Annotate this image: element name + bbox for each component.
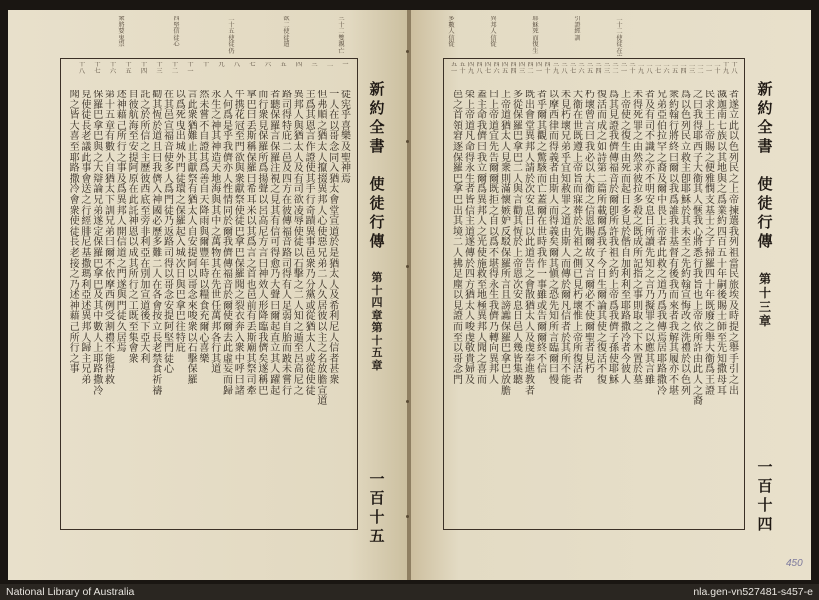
right-book-title: 新約全書 <box>757 80 773 155</box>
text-column: 但弗順之猶太人攛掇異邦人心使惡兄弟二人久居彼以主之名放膽宣道 <box>317 90 328 408</box>
text-column: 在其邑宣福音使多人爲門徒乃返路司得以哥念安提阿堅門徒心 <box>164 90 174 376</box>
text-column: 滅迦南七族以其地與之爲業約四百五十年嗣後賜士師至先知撒母耳 <box>717 90 727 397</box>
text-column: 然未嘗不自證其爲善自天降雨與爾豐年時以糧食充爾心喜樂 <box>199 90 210 365</box>
header-note: 異邦人信從 <box>490 16 497 49</box>
text-column: 朽壞曾言曰我必以大衞之信恩賜爾故又言爾必不使爾聖者見朽 <box>585 90 595 376</box>
header-note: 欲二使徒遣 <box>283 16 290 49</box>
verse-number: 三一 <box>620 62 628 75</box>
verse-number: 二八 <box>646 62 653 75</box>
text-column: 未見朽壞兄弟乎宜知赦罪之道由斯人而傳於爾凡信者於其所不能 <box>561 90 571 387</box>
binding-stitch <box>406 265 409 268</box>
binding-stitch <box>406 400 409 403</box>
text-column: 之曰我得耶西子大衞其人愜我心將悉行我旨也上帝依所許由此人之裔 <box>693 90 703 408</box>
text-column: 兄弟亞伯拉罕之裔及爾中畏上帝者此救之道乃爲我傳焉居耶路撒冷 <box>657 90 667 397</box>
text-column: 保羅巴拿巴與之大辯論兄弟遂定保羅巴拿巴及其中數人上耶路撒冷 <box>93 90 104 397</box>
attribution-bar <box>0 584 819 600</box>
verse-number: 十五 <box>125 62 132 75</box>
text-column: 爲以色列民立救主卽耶穌於其未至之先約翰宣悔改之洗禮於以色列 <box>681 90 691 397</box>
verse-number: 十九 <box>722 62 730 75</box>
header-note: 二十二使徒在 <box>616 16 623 55</box>
header-note: 衆將要鬼祟 <box>118 16 125 49</box>
text-column: 爲其見證我儕傳福音於爾卽所許我祖之約上帝爲我儕子孫使耶穌 <box>609 90 619 387</box>
header-note: 多數人信從 <box>448 16 455 49</box>
verse-number: 二十 <box>714 62 721 75</box>
left-section-title: 使徒行傳 <box>369 175 385 250</box>
text-column: 徒宪乎喜樂及聖神焉 <box>341 90 351 185</box>
verse-number: 四一 <box>535 62 543 75</box>
left-book-title: 新約全書 <box>369 80 385 155</box>
header-note: 四堅信徒心 <box>173 16 180 49</box>
verse-number: 三三 <box>603 62 611 75</box>
text-column: 曰上帝道宜先告爾爾既拒之自以爲不堪得永生我儕乃轉向異邦人 <box>489 90 499 387</box>
verse-number: 四十 <box>544 62 551 75</box>
verse-number: 五一 <box>450 62 458 75</box>
right-chapter-label: 第十三章 <box>758 272 771 328</box>
verse-number: 二五 <box>671 62 679 75</box>
verse-number: 二六 <box>663 62 670 75</box>
text-column: 自彼航海至安提阿原在此託神恩以成其所行之工既至集會衆 <box>128 90 139 365</box>
text-column: 永生之神其神造天地海與其中之萬物其在先世任萬邦各行其道 <box>211 90 222 376</box>
verse-number: 十八 <box>78 62 86 75</box>
verse-number: 六 <box>264 62 272 68</box>
text-column: 牛携花冠至門欲與衆獻祭使徒巴拿巴保羅聞之裂衣奔入衆中呼曰諸 <box>234 90 245 397</box>
verse-number: 四四 <box>510 62 517 75</box>
verse-number: 十八 <box>731 62 738 75</box>
verse-number: 四八 <box>476 62 483 75</box>
text-column: 榮上帝道凡命得永生者皆信主道遂傳於四方猶太人唆虔敬貴婦及 <box>465 90 475 387</box>
verse-number: 二二 <box>697 62 704 75</box>
binding-stitch <box>406 515 409 518</box>
header-note: 引證經訓 <box>574 16 581 42</box>
text-column: 民求王上帝賜之便雅憫支基士之子掃羅四十年既廢之舉大衞爲王證 <box>705 90 715 397</box>
verse-number: 四七 <box>484 62 492 75</box>
text-column: 見使徒長老議此事會送之行經腓尼基撒瑪利亞述異邦人歸主兄弟 <box>81 90 92 387</box>
verse-number: 一 <box>342 62 349 68</box>
text-column: 拿巴曰丢斯稱保羅曰希耳米以其爲言之首也邑前有丢斯廟其祭司牽 <box>246 90 257 397</box>
text-column: 蓋主命我儕曰我立爾爲異邦人之光使施救至地極異邦人聞之喜而 <box>477 90 487 387</box>
verse-number: 二七 <box>654 62 662 75</box>
text-column: 述神藉己所行之事及爲異邦人開信道之門遂與門徒久居焉 <box>116 90 127 355</box>
verse-number: 四三 <box>518 62 526 75</box>
verse-number: 二三 <box>688 62 696 75</box>
verse-number: 十四 <box>140 62 148 75</box>
verse-number: 十二 <box>171 62 179 75</box>
text-column: 未得死罪之由然求彼拉多殺之既成所記指之事則取之下木置於墓 <box>633 90 643 387</box>
verse-number: 九 <box>218 62 225 68</box>
binding-stitch <box>406 50 409 53</box>
verse-number: 四五 <box>501 62 509 75</box>
text-column: 異邦人與猶太人及有司欲凌辱使徒以石擊之二人知之遁至呂高尼之 <box>293 90 304 397</box>
text-column: 邑之首領窘逐保羅巴拿巴出其境二人拂足塵以見證而至以哥念門 <box>453 90 463 387</box>
right-page <box>411 10 811 580</box>
text-column: 上帝使之復生由死而起日多見於偕自加利利至耶路撒冷者今彼人 <box>621 90 631 387</box>
verse-number: 三八 <box>561 62 568 75</box>
verse-number: 二四 <box>680 62 687 75</box>
verse-number: 十六 <box>109 62 117 75</box>
verse-number: 三六 <box>578 62 585 75</box>
verse-number: 三十 <box>629 62 636 75</box>
text-column: 者及有司不識之亦不明安息日所讀先知之言乃擬罪之以應其言雖 <box>645 90 655 387</box>
text-column: 勸其恆於道且曰我儕入神國必歷多難二人在各會按立長老禁食祈禱 <box>152 90 163 397</box>
text-column: 衆約翰行將終曰爾以我爲誰我非基督有後我而來者我解其履亦不堪 <box>669 90 679 397</box>
verse-number: 二一 <box>705 62 713 75</box>
verse-number: 三 <box>311 62 318 68</box>
verse-number: 十一 <box>187 62 194 75</box>
text-column: 以爲死曳出城外門徒環之保羅起入城次日與巴拿巴往特庇 <box>175 90 186 355</box>
text-column: 言此衆猶難止其獻祭有猶太人自安提阿以哥念來唆衆以石擊保羅 <box>187 90 198 387</box>
text-column: 既出會堂異邦人請於次安息日以此道告之會散猶太人及虔奉進教者 <box>525 90 535 397</box>
header-note: 耶穌死而復生 <box>532 16 539 55</box>
verse-number: 四九 <box>467 62 475 75</box>
text-column: 主爲其恩言作證使其手行奇蹟異事邑衆乃分黨或從猶太人或從使徒 <box>305 90 316 397</box>
header-note: 二十五使徒仍 <box>228 16 235 55</box>
text-column: 上帝道猶太人見衆則滿懷嫉妒反駁保羅所言且謗讟保羅巴拿巴放膽 <box>501 90 511 397</box>
binding-stitch <box>406 140 409 143</box>
pencil-folio-mark: 450 <box>786 558 803 569</box>
text-column: 以摩西律而得義者由斯人而得義矣爾其愼之恐先知所言臨爾曰慢 <box>549 90 559 387</box>
verse-number: 三四 <box>595 62 602 75</box>
text-column: 大衞在世既遵上帝旨而寐葬於先祖之側已見朽壞惟上帝所復活者 <box>573 90 583 387</box>
right-section-title: 使徒行傳 <box>757 175 773 250</box>
text-column: 聞之皆大喜至耶路撒冷會衆使徒長老接之乃述神藉己所行之事 <box>69 90 80 376</box>
verse-number: 三七 <box>569 62 577 75</box>
verse-number: 三五 <box>586 62 594 75</box>
verse-number: 八 <box>233 62 241 68</box>
verse-number: 五十 <box>459 62 466 75</box>
verse-number: 十三 <box>156 62 163 75</box>
left-chapter-label: 第十四章 第十五章 <box>371 271 394 372</box>
verse-number: 二九 <box>637 62 645 75</box>
text-column: 路司得特庇二邑及四方在彼傳福音路司得有人足弱自胎而跛未嘗行 <box>282 90 292 397</box>
text-column: 人何爲是乎我儕亦人性情同於爾我儕傳福音於爾使爾去此虛妄而歸 <box>223 90 233 397</box>
verse-number: 五 <box>280 62 287 68</box>
verse-number: 四 <box>295 62 303 68</box>
verse-number: 三九 <box>552 62 560 75</box>
text-column: 多從保羅巴拿巴二人與言勸其恆於上帝恩次安息日邑人幾皆集聽 <box>513 90 523 387</box>
verse-number: 四二 <box>527 62 534 75</box>
header-note: 三十二雙親亡 <box>338 16 345 55</box>
text-column: 者遂立此以色列民之上帝揀選我列祖當民旅埃及時提之舉手引之出 <box>729 90 739 397</box>
verse-number: 十 <box>202 62 210 68</box>
library-credit: National Library of Australia <box>6 586 135 598</box>
item-identifier: nla.gen-vn527481-s457-e <box>693 586 813 598</box>
text-column: 第十五章有數人自猶太下訓兄弟曰爾不依摩西例受割禮不能得救 <box>105 90 115 387</box>
right-page-number: 一百十四 <box>757 458 773 533</box>
text-column: 復活而成之如詩第二篇所載爾爲我子今日生爾論其使之復活不復 <box>597 90 607 387</box>
verse-number: 七 <box>249 62 256 68</box>
text-column: 者聽保羅言保羅注視之見其有信可得愈乃大聲曰爾起直立其人躍起 <box>270 90 281 397</box>
left-page <box>8 10 409 580</box>
verse-number: 十七 <box>94 62 101 75</box>
text-column: 而行衆見保羅所爲揚聲以呂高尼方言曰神效人形降臨我儕矣遂稱巴 <box>258 90 269 397</box>
text-column: 者乎爾其觀之驚駭而亡蓋爾在世時我作一事雖或告爾爾終不信 <box>537 90 547 376</box>
text-column: 託之於所信之主歷彼西底至旁非利亞在別加宣道後下亞大利 <box>140 90 151 365</box>
verse-number: 二 <box>326 62 334 68</box>
left-page-number: 一百十五 <box>369 470 385 545</box>
book-spread <box>8 10 811 580</box>
verse-number: 四六 <box>493 62 500 75</box>
verse-number: 三二 <box>612 62 619 75</box>
text-column: 一人在以哥念同入猶太會堂宣道於是猶太人及希利尼人信者甚衆 <box>329 90 340 387</box>
